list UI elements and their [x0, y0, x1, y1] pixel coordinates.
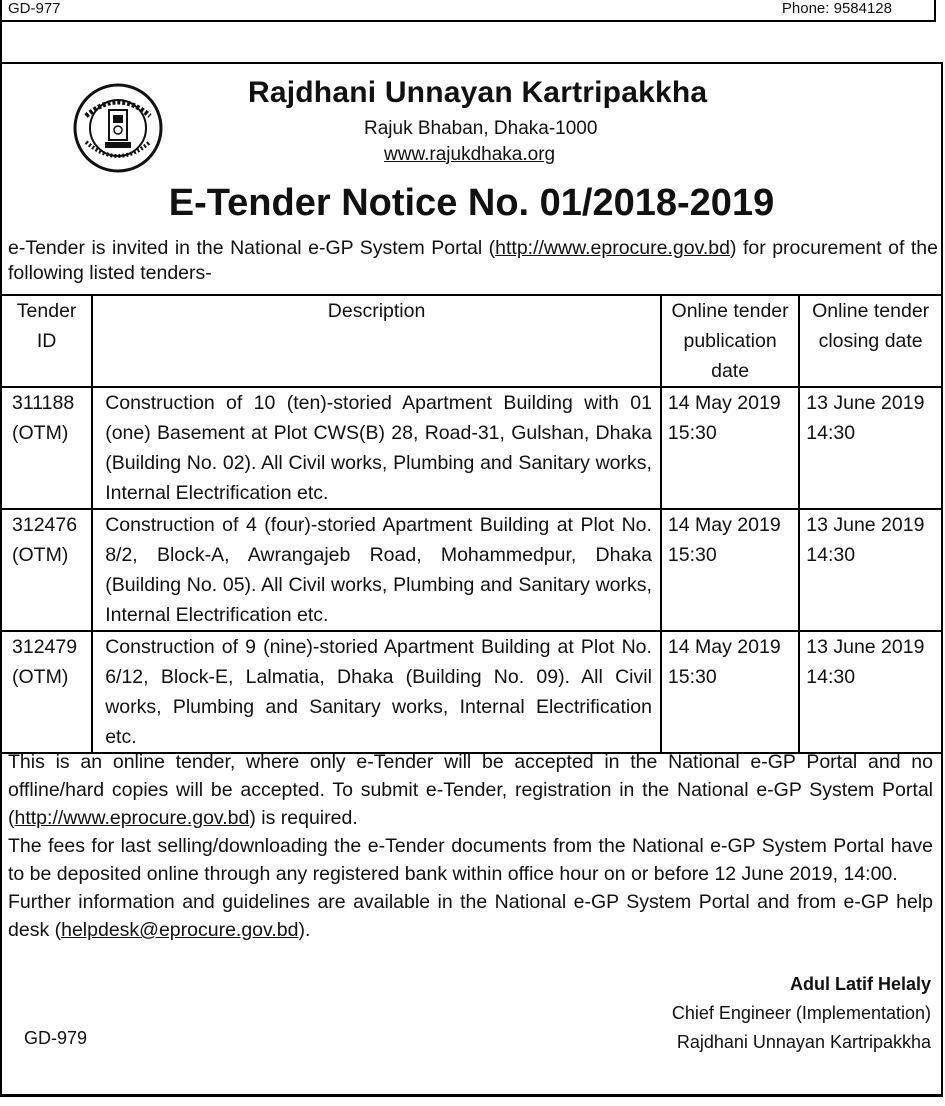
intro-text-after: ) for procurement of the following listed tenders-	[8, 237, 938, 284]
notice-title: E-Tender Notice No. 01/2018-2019	[168, 182, 775, 224]
tender-description: Construction of 9 (nine)-storied Apartment Building at Plot No. 6/12, Block-E, Lalmatia, Dhaka (Building No. 09). All Civil works, Plumbing and Sanitary works, Internal Electrification etc.	[92, 631, 661, 753]
tender-id: 312479 (OTM)	[1, 631, 92, 753]
notice-frame	[0, 62, 943, 1097]
tender-id: 312476 (OTM)	[1, 509, 92, 631]
signatory-title: Chief Engineer (Implementation)	[671, 1003, 931, 1023]
helpdesk-email-link[interactable]: helpdesk@eprocure.gov.bd	[61, 919, 299, 941]
table-header-row	[1, 295, 942, 387]
footer-notes	[8, 748, 933, 944]
helpdesk-paragraph	[8, 888, 933, 944]
top-phone: Phone: 9584128	[781, 0, 892, 17]
para3-text-before: Further information and guidelines are available in the National e-GP System Portal and from e-GP help desk (	[8, 891, 933, 941]
signature-block	[672, 970, 931, 1057]
tender-description: Construction of 4 (four)-storied Apartment Building at Plot No. 8/2, Block-A, Awrangajeb Road, Mohammedpur, Dhaka (Building No. 05). All Civil works, Plumbing and Sanitary works, Internal Electrification etc.	[92, 509, 661, 631]
organization-name: Rajdhani Unnayan Kartripakkha	[248, 76, 708, 109]
header-closing-date: Online tender closing date	[799, 295, 942, 387]
closing-date: 13 June 2019 14:30	[799, 387, 942, 509]
publication-date: 14 May 2019 15:30	[661, 509, 799, 631]
para1-text-after: ) is required.	[249, 807, 358, 829]
intro-text-before: e-Tender is invited in the National e-GP System Portal (	[8, 237, 496, 259]
tender-table	[0, 294, 943, 754]
para1-text-before: This is an online tender, where only e-Tender will be accepted in the National e-GP Portal and no offline/hard copies will be accepted. To submit e-Tender, registration in the National e-GP System Portal (	[8, 751, 933, 829]
tender-id: 311188 (OTM)	[1, 387, 92, 509]
header-description: Description	[92, 295, 661, 387]
table-row	[1, 509, 942, 631]
publication-date: 14 May 2019 15:30	[661, 631, 799, 753]
header-publication-date: Online tender publication date	[661, 295, 799, 387]
closing-date: 13 June 2019 14:30	[799, 631, 942, 753]
signatory-name: Adul Latif Helaly	[789, 974, 931, 994]
bottom-ref-code: GD-979	[24, 1028, 88, 1048]
organization-website-link[interactable]: www.rajukdhaka.org	[384, 144, 556, 165]
publication-date: 14 May 2019 15:30	[661, 387, 799, 509]
table-row	[1, 631, 942, 753]
divider-line	[0, 20, 2, 64]
rajuk-seal-icon	[72, 82, 164, 174]
organization-address: Rajuk Bhaban, Dhaka-1000	[364, 118, 598, 139]
header-tender-id: Tender ID	[1, 295, 92, 387]
eprocure-link[interactable]: http://www.eprocure.gov.bd	[495, 237, 730, 259]
signatory-organization: Rajdhani Unnayan Kartripakkha	[676, 1032, 931, 1052]
para3-text-after: ).	[298, 919, 311, 941]
intro-paragraph	[8, 236, 938, 286]
fees-paragraph: The fees for last selling/downloading the e-Tender documents from the National e-GP System Portal have to be deposited online through any registered bank within office hour on or before 12 June 2019, 14:00.	[8, 835, 933, 885]
eprocure-link[interactable]: http://www.eprocure.gov.bd	[14, 807, 250, 829]
closing-date: 13 June 2019 14:30	[799, 509, 942, 631]
top-strip	[0, 0, 936, 22]
tender-description: Construction of 10 (ten)-storied Apartment Building with 01 (one) Basement at Plot CWS(B) 28, Road-31, Gulshan, Dhaka (Building No. 02). All Civil works, Plumbing and Sanitary works, Internal Electrification etc.	[92, 387, 661, 509]
table-row	[1, 387, 942, 509]
online-tender-paragraph	[8, 748, 933, 832]
top-ref-code: GD-977	[8, 0, 61, 17]
